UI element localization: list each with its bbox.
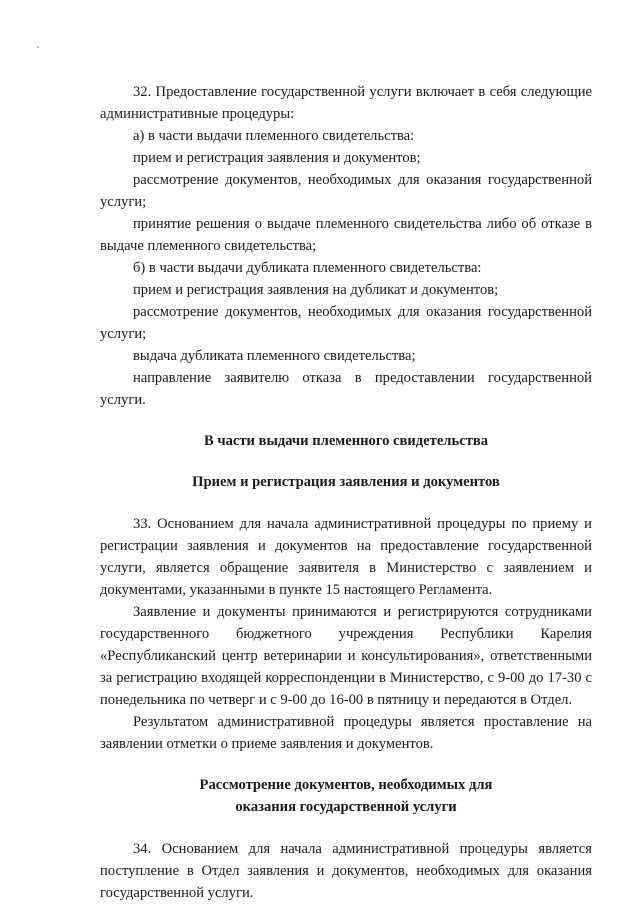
page-content — [100, 81, 592, 904]
scan-speck — [37, 46, 39, 48]
clause-32-item-duplicate-review: рассмотрение документов, необходимых для оказания государственной услуги; — [100, 304, 592, 342]
clause-33-paragraph-1: 33. Основанием для начала административной процедуры по приему и регистрации заявления и документов на предоставление государственной услуги, является обращение заявителя в Министерство с заявлением и документами, указанными в пункте 15 настоящего Регламента. — [100, 516, 592, 598]
section-heading-reception: Прием и регистрация заявления и документов — [192, 474, 500, 490]
clause-32-item-a: а) в части выдачи племенного свидетельства: — [133, 128, 415, 144]
section-heading-review-line-2: оказания государственной услуги — [235, 799, 457, 815]
clause-34-paragraph-1: 34. Основанием для начала административной процедуры является поступление в Отдел заявления и документов, необходимых для оказания государственной услуги. — [100, 841, 592, 901]
clause-32-item-refusal: направление заявителю отказа в предоставлении государственной услуги. — [100, 370, 592, 408]
clause-32-item-duplicate-issue: выдача дубликата племенного свидетельства; — [133, 348, 416, 364]
section-heading-review-line-1: Рассмотрение документов, необходимых для — [199, 777, 493, 793]
clause-33-paragraph-2: Заявление и документы принимаются и регистрируются сотрудниками государственного бюджетного учреждения Республики Карелия «Республиканский центр ветеринарии и консультирования», ответственными за регистрацию входящей корреспонденции в Министерство, с 9-00 до 17-30 с понедельника по четверг и с 9-00 до 16-00 в пятницу и передаются в Отдел. — [100, 604, 592, 708]
clause-33-paragraph-3: Результатом административной процедуры является проставление на заявлении отметки о приеме заявления и документов. — [100, 714, 592, 752]
clause-32-item-duplicate-reception: прием и регистрация заявления на дубликат и документов; — [133, 282, 499, 298]
section-heading-certificate: В части выдачи племенного свидетельства — [203, 433, 489, 449]
clause-32-intro: 32. Предоставление государственной услуги включает в себя следующие административные процедуры: — [100, 84, 592, 122]
clause-32-item-decision: принятие решения о выдаче племенного свидетельства либо об отказе в выдаче племенного свидетельства; — [100, 216, 592, 254]
clause-32-item-review: рассмотрение документов, необходимых для оказания государственной услуги; — [100, 172, 592, 210]
clause-32-item-reception: прием и регистрация заявления и документов; — [133, 150, 421, 166]
clause-32-item-b: б) в части выдачи дубликата племенного свидетельства: — [133, 260, 482, 276]
